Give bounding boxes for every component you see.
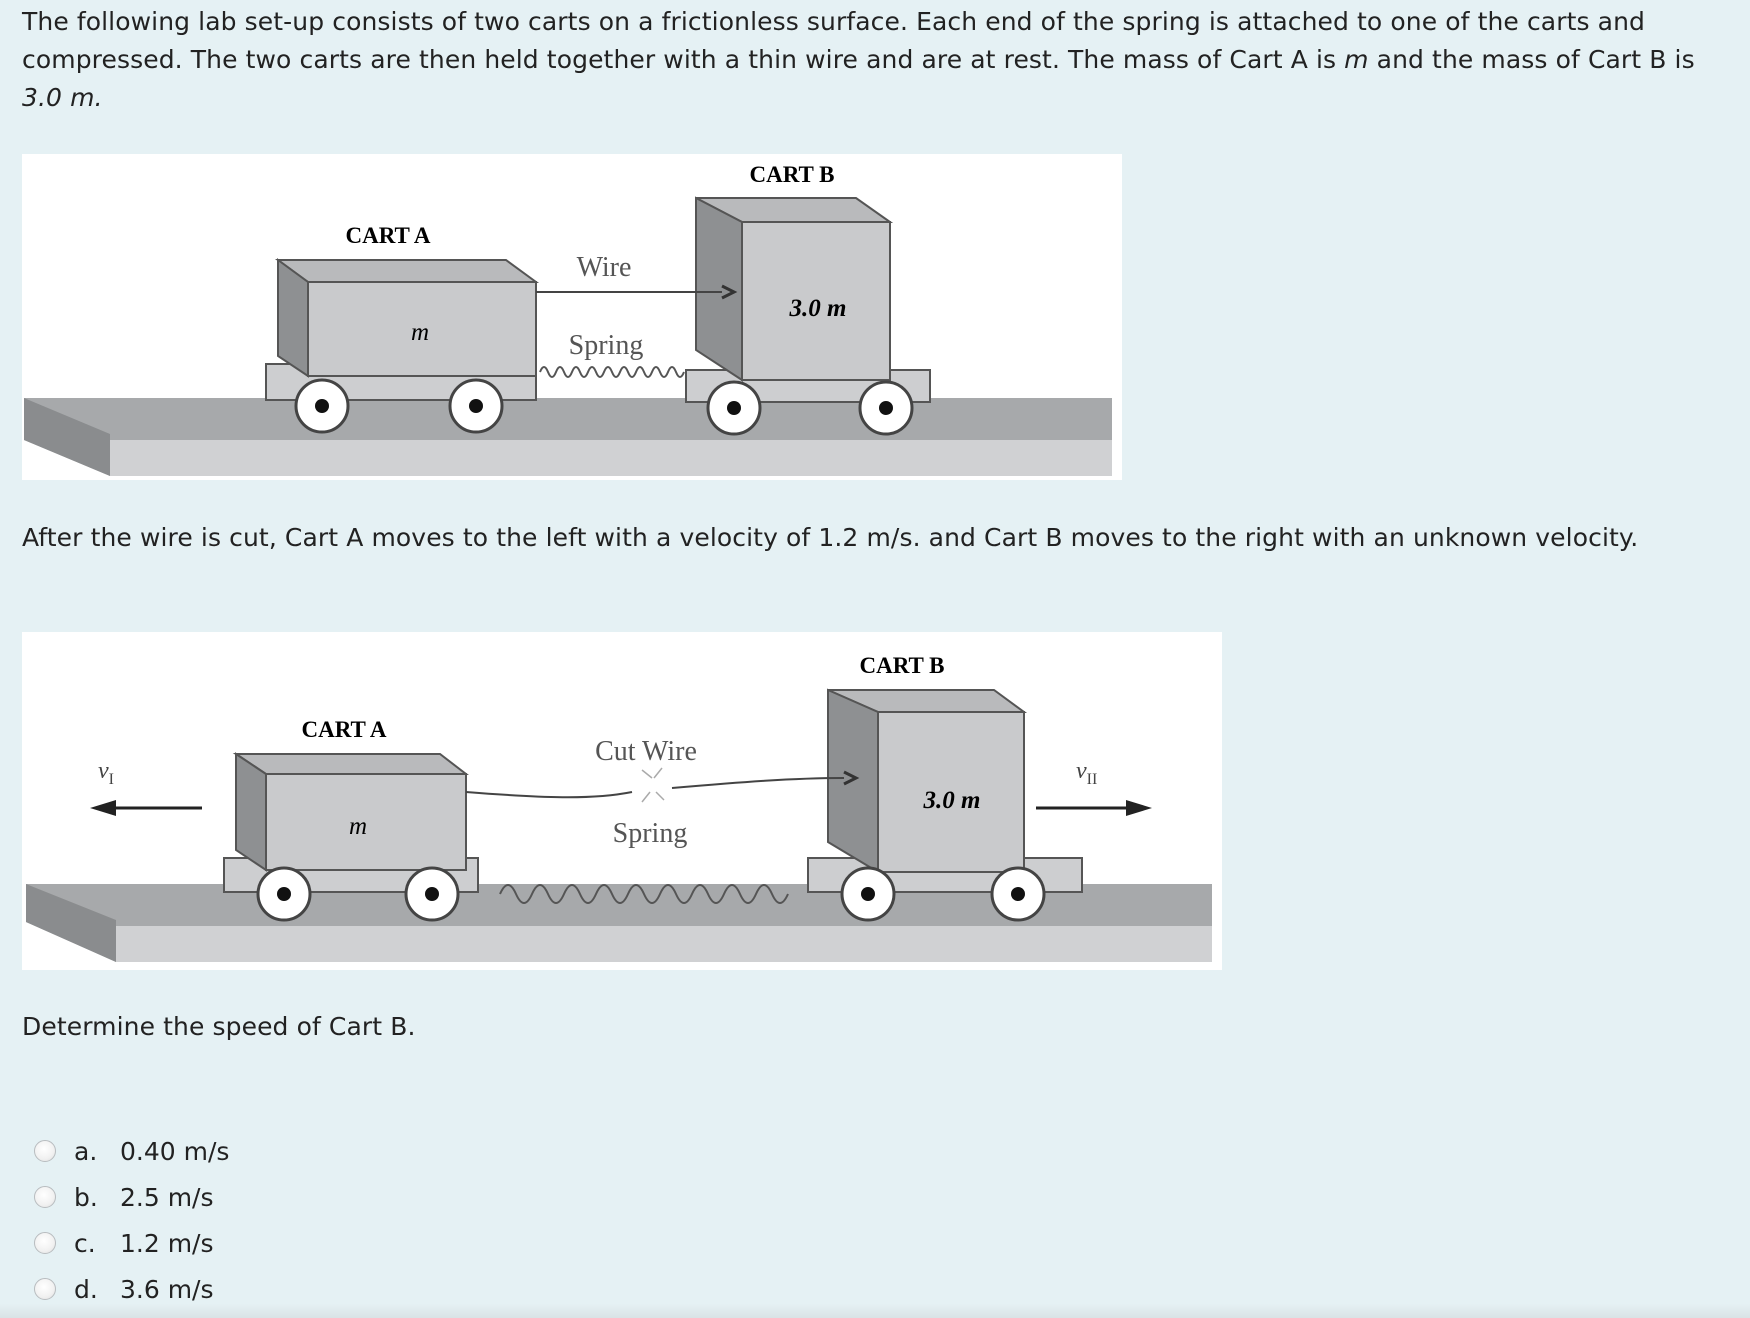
radio-button[interactable] <box>34 1186 56 1208</box>
spring-compressed <box>540 367 684 377</box>
velocity-v2-label: $v_{II}$ <box>1076 758 1098 788</box>
answer-choices <box>34 1128 229 1312</box>
mass-a-symbol: m <box>1344 45 1369 74</box>
cart-a-mass: m <box>348 813 368 840</box>
cut-spark <box>642 768 664 802</box>
choice-text: 0.40 m/s <box>120 1136 230 1166</box>
cut-wire-label: Cut Wire <box>595 736 697 767</box>
choice-letter: b. <box>74 1182 98 1212</box>
track-front <box>116 926 1212 962</box>
choice-text: 3.6 m/s <box>120 1274 214 1304</box>
cut-wire-left <box>466 792 632 797</box>
velocity-arrow-right <box>1036 800 1152 816</box>
intro-text-1: The following lab set-up consists of two carts on a frictionless surface. Each end of the spring is attached to one of the carts and compressed. The two carts are then held together with a thin wire and are at rest. The mass of Cart A is <box>22 7 1646 74</box>
cut-wire-right <box>672 778 844 788</box>
after-cut-paragraph: After the wire is cut, Cart A moves to the left with a velocity of 1.2 m/s. and Cart B moves to the right with an unknown velocity. <box>22 523 1639 552</box>
question-text: Determine the speed of Cart B. <box>22 1012 416 1041</box>
track-front <box>110 440 1112 476</box>
velocity-v1-label: $v_I$ <box>98 758 114 788</box>
radio-button[interactable] <box>34 1278 56 1300</box>
choice-text: 2.5 m/s <box>120 1182 214 1212</box>
cart-b-label: CART B <box>749 162 835 187</box>
intro-text-2: and the mass of Cart B is <box>1368 45 1695 74</box>
figure-carts-at-rest <box>22 154 1122 480</box>
cart-a-label: CART A <box>301 717 387 742</box>
spring-label: Spring <box>568 330 644 361</box>
choice-b[interactable] <box>34 1174 229 1220</box>
choice-text: 1.2 m/s <box>120 1228 214 1258</box>
choice-c[interactable] <box>34 1220 229 1266</box>
choice-letter: c. <box>74 1228 96 1258</box>
page-bottom-edge <box>0 1304 1750 1318</box>
cart-b-mass: 3.0 m <box>923 787 981 814</box>
spring-label: Spring <box>612 818 688 849</box>
velocity-arrow-left <box>90 800 202 816</box>
choice-letter: d. <box>74 1274 98 1304</box>
cart-a-mass: m <box>410 319 430 346</box>
wire-label: Wire <box>576 252 632 283</box>
cart-b-mass: 3.0 m <box>789 295 847 322</box>
choice-a[interactable] <box>34 1128 229 1174</box>
figure-carts-after-cut <box>22 632 1222 970</box>
radio-button[interactable] <box>34 1140 56 1162</box>
choice-letter: a. <box>74 1136 98 1166</box>
cart-a-label: CART A <box>345 223 431 248</box>
cart-b-label: CART B <box>859 653 945 678</box>
radio-button[interactable] <box>34 1232 56 1254</box>
intro-paragraph <box>22 3 1732 117</box>
mass-b-value: 3.0 m. <box>22 83 103 112</box>
